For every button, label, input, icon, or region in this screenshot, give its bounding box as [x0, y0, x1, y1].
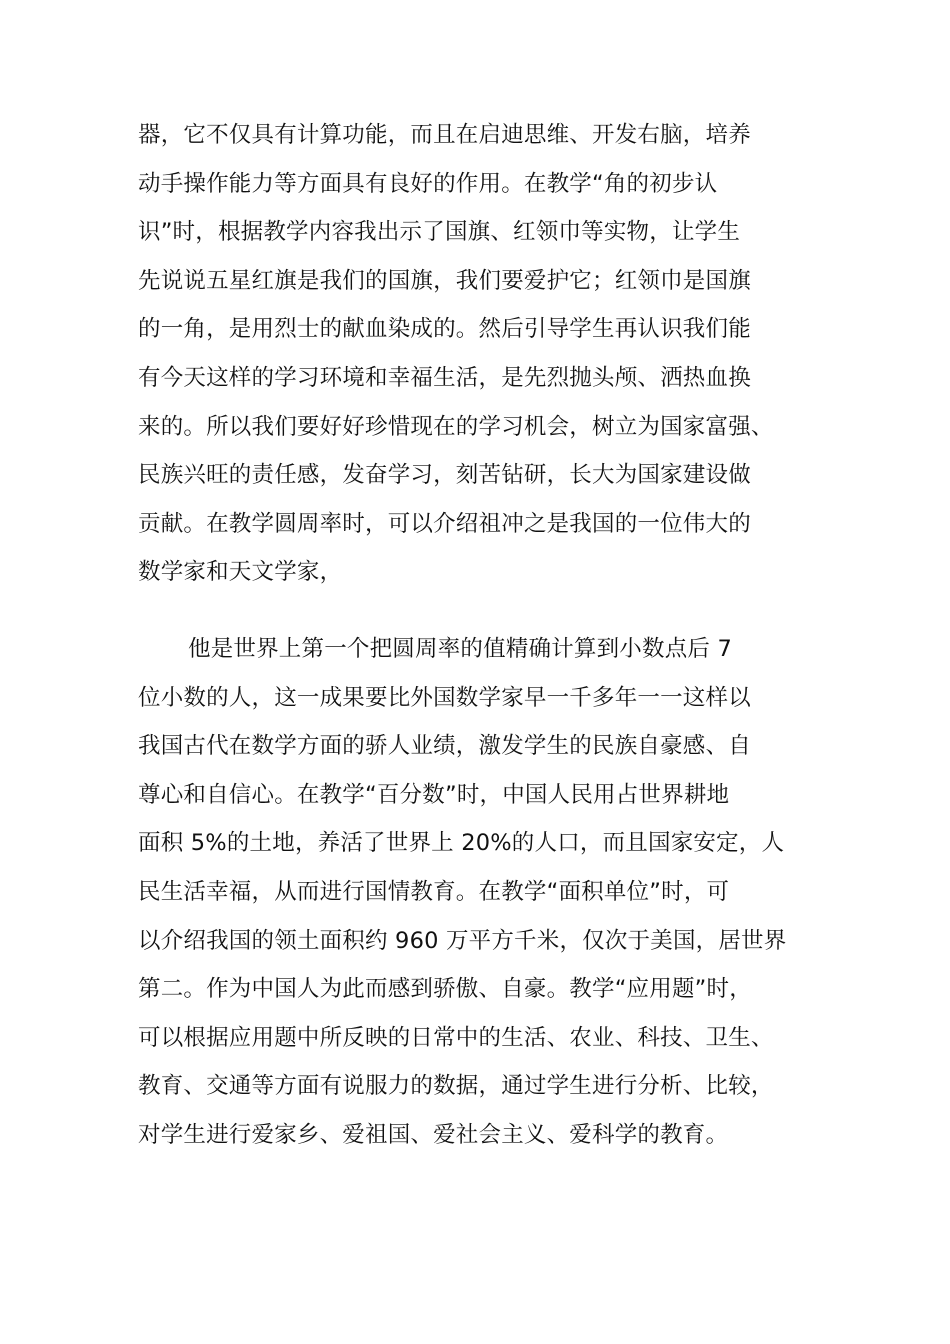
text-line: 有今天这样的学习环境和幸福生活，是先烈抛头颅、洒热血换 — [138, 364, 751, 391]
text-line: 识”时，根据教学内容我出示了国旗、红领巾等实物，让学生 — [138, 219, 741, 246]
text-line: 贡献。在教学圆周率时，可以介绍祖冲之是我国的一位伟大的 — [138, 510, 751, 537]
text-line: 器，它不仅具有计算功能，而且在启迪思维、开发右脑，培养 — [138, 122, 751, 148]
text-line: 我国古代在数学方面的骄人业绩，激发学生的民族自豪感、自 — [138, 733, 751, 760]
text-line: 来的。所以我们要好好珍惜现在的学习机会，树立为国家富强、 — [138, 413, 774, 440]
text-line: 以介绍我国的领土面积约 960 万平方千米，仅次于美国，居世界 — [138, 927, 787, 954]
paragraph-2 — [138, 625, 786, 1160]
text-line: 位小数的人，这一成果要比外国数学家早一千多年一一这样以 — [138, 684, 751, 711]
text-line: 第二。作为中国人为此而感到骄傲、自豪。教学“应用题”时， — [138, 976, 752, 1003]
text-line: 动手操作能力等方面具有良好的作用。在教学“角的初步认 — [138, 170, 718, 197]
text-line: 面积 5%的土地，养活了世界上 20%的人口，而且国家安定，人 — [138, 830, 785, 857]
text-line: 民生活幸福，从而进行国情教育。在教学“面积单位”时，可 — [138, 878, 730, 905]
text-line: 数学家和天文学家， — [138, 559, 343, 586]
text-line: 可以根据应用题中所反映的日常中的生活、农业、科技、卫生、 — [138, 1024, 774, 1051]
text-line: 尊心和自信心。在教学“百分数”时，中国人民用占世界耕地 — [138, 781, 730, 808]
text-line: 对学生进行爱家乡、爱祖国、爱社会主义、爱科学的教育。 — [138, 1121, 729, 1148]
text-line: 民族兴旺的责任感，发奋学习，刻苦钻研，长大为国家建设做 — [138, 462, 751, 489]
text-line: 他是世界上第一个把圆周率的值精确计算到小数点后 7 — [188, 636, 732, 662]
paragraph-1 — [138, 111, 774, 597]
text-line: 教育、交通等方面有说服力的数据，通过学生进行分析、比较， — [138, 1073, 774, 1100]
text-line: 的一角，是用烈士的献血染成的。然后引导学生再认识我们能 — [138, 316, 751, 343]
text-line: 先说说五星红旗是我们的国旗，我们要爱护它；红领巾是国旗 — [138, 267, 751, 294]
